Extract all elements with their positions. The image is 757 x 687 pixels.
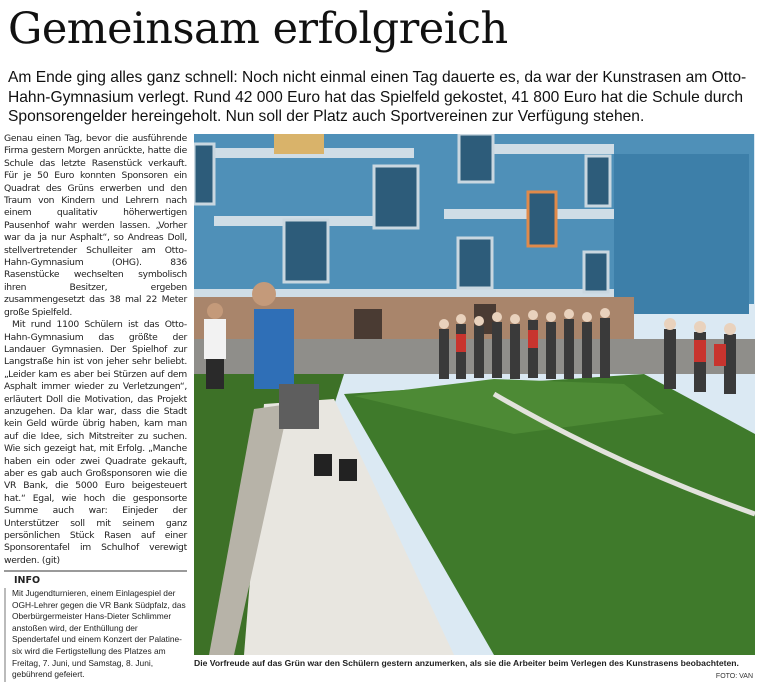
info-box	[4, 570, 187, 682]
photo-credit: FOTO: VAN	[715, 673, 753, 680]
photo-caption: Die Vorfreude auf das Grün war den Schülern gestern anzumerken, als sie die Arbeiter beim Verlegen des Kunstrasens beobachteten.	[194, 658, 739, 668]
photo-illustration	[194, 134, 755, 655]
lead-paragraph: Am Ende ging alles ganz schnell: Noch nicht einmal einen Tag dauerte es, da war der Kunstrasen am Otto-Hahn-Gymnasium verlegt. Rund 42 000 Euro hat das Spielfeld gekostet, 41 800 Euro hat die Schule durch Sponsorengelder hereingeholt. Nun soll der Platz auch Sportvereinen zur Verfügung stehen.	[8, 69, 747, 125]
body-column	[4, 133, 187, 567]
info-text: Mit Jugendturnieren, einem Einlagespiel der OGH-Lehrer gegen die VR Bank Südpfalz, das Oberbürgermeister Hans-Dieter Schlimmer anstoßen wird, der Enthüllung der Spendertafel und einem Konzert der Palatine-six wird die Fertigstellung des Platzes am Freitag, 7. Juni, und Samstag, 8. Juni, gebührend gefeiert.	[12, 588, 186, 680]
article-photo	[194, 134, 755, 655]
info-label: INFO	[14, 575, 41, 586]
headline: Gemeinsam erfolgreich	[8, 4, 508, 54]
info-side-rule	[4, 588, 6, 682]
body-paragraph-2: Mit rund 1100 Schülern ist das Otto-Hahn-Gymnasium das größte der Landauer Gymnasien. Der Spielhof zur Langstraße hin ist von jeher sehr beliebt. „Leider kam es aber bei Stürzen auf dem Asphalt immer wieder zu Verletzungen“, erläutert Doll die Motivation, das Projekt anzugehen. Da klar war, dass die Stadt kein Geld würde übrig haben, kam man auf die Idee, sich Mitstreiter zu suchen. Wie sich gezeigt hat, mit Erfolg. „Manche haben ein oder zwei Quadrate gekauft, aber es gab auch Großsponsoren wie die VR Bank, die 5000 Euro beigesteuert hat.“ Egal, wie hoch die gesponsorte Summe auch war: Einjeder der Unterstützer soll mit seinem ganz persönlichen Stück Rasen auf einer Sponsorentafel im Schulhof verewigt werden. (git)	[4, 319, 187, 566]
body-paragraph-1: Genau einen Tag, bevor die ausführende Firma gestern Morgen anrückte, hatte die Schule das letzte Rasenstück verkauft. Für je 50 Euro konnten Sponsoren ein Quadrat des Grüns erwerben und den Traum von Kindern und Lehrern nach einem qualitativ höherwertigen Pausenhof wahr werden lassen. „Vorher war da ja nur Asphalt“, so Andreas Doll, stellvertretender Schulleiter am Otto-Hahn-Gymnasium (OHG). 836 Rasenstücke wechselten symbolisch ihren Besitzer, ergeben zusammengesetzt das 38 mal 22 Meter große Spielfeld.	[4, 133, 187, 318]
